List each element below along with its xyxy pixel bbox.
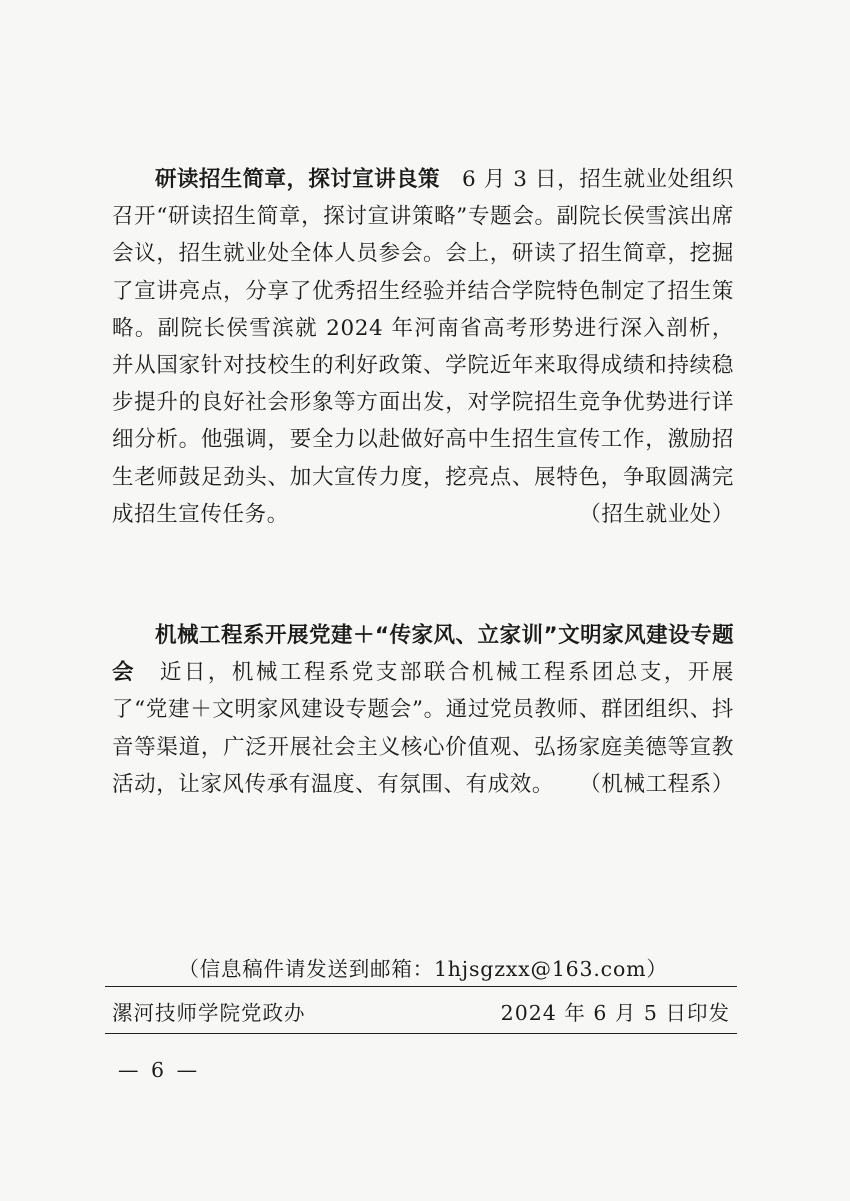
article-source: （机械工程系） <box>579 771 734 797</box>
article-body: 近日，机械工程系党支部联合机械工程系团总支，开展了“党建＋文明家风建设专题会”。通过党员教师、群团组织、抖音等渠道，广泛开展社会主义核心价值观、弘扬家庭美德等宣教活动，让家风传承有温度、有氛围、有成效。 <box>112 660 735 797</box>
article-source: （招生就业处） <box>579 501 734 527</box>
issuing-organization: 漯河技师学院党政办 <box>112 1001 306 1025</box>
issue-date: 2024 年 6 月 5 日印发 <box>500 1001 730 1025</box>
article-family-tradition <box>112 617 734 803</box>
article-body: 6 月 3 日，招生就业处组织召开“研读招生简章，探讨宣讲策略”专题会。副院长侯雪滨出席会议，招生就业处全体人员参会。会上，研读了招生简章，挖掘了宣讲亮点，分享了优秀招生经验并结合学院特色制定了招生策略。副院长侯雪滨就 2024 年河南省高考形势进行深入剖析，并从国家针对技校生的利好政策、学院近年来取得成绩和持续稳步提升的良好社会形象等方面出发，对学院招生竞争优势进行详细分析。他强调，要全力以赴做好高中生招生宣传工作，激励招生老师鼓足劲头、加大宣传力度，挖亮点、展特色，争取圆满完成招生宣传任务。 <box>112 167 734 527</box>
submission-email-note: （信息稿件请发送到邮箱：1hjsgzxx@163.com） <box>178 957 668 981</box>
page-number: — 6 — <box>118 1058 201 1082</box>
article-heading: 机械工程系开展党建＋“传家风、立家训”文明家风建设专题会 <box>112 623 734 686</box>
footer-top-rule <box>105 986 737 987</box>
article-heading: 研读招生简章，探讨宣讲良策 <box>155 167 440 192</box>
footer-bottom-rule <box>105 1033 737 1034</box>
article-recruitment <box>112 161 734 533</box>
